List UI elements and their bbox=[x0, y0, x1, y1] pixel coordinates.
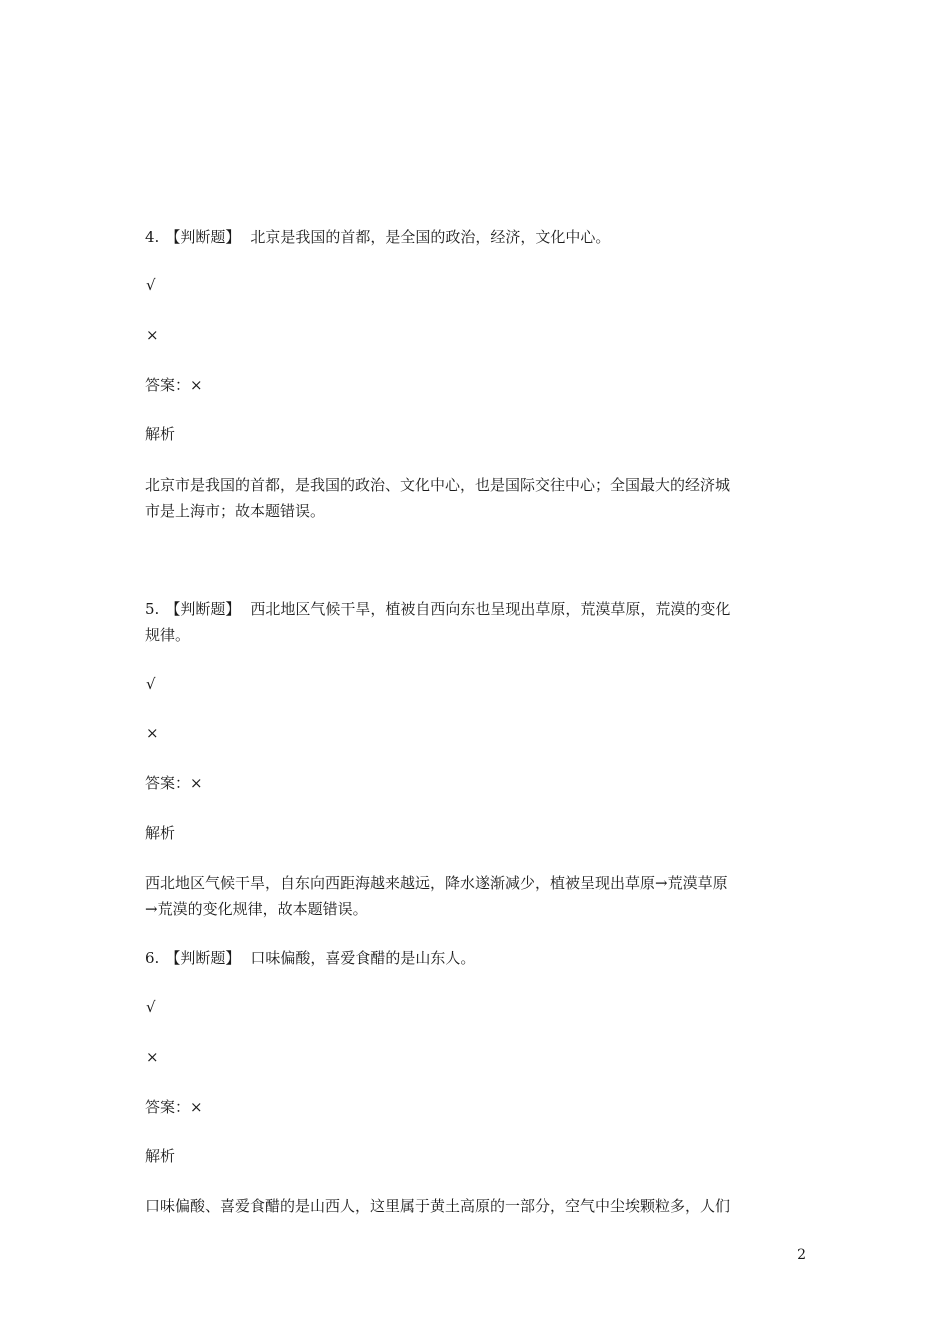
analysis-label: 解析 bbox=[145, 1147, 176, 1165]
question-type-tag: 【判断题】 bbox=[165, 949, 241, 967]
question-number: 5. bbox=[145, 600, 160, 618]
option-true[interactable]: √ bbox=[146, 998, 156, 1016]
option-true[interactable]: √ bbox=[146, 675, 156, 693]
question-type-tag: 【判断题】 bbox=[165, 600, 241, 618]
question-number: 4. bbox=[145, 228, 160, 246]
option-false[interactable]: × bbox=[146, 724, 159, 742]
answer: 答案：× bbox=[145, 1098, 203, 1116]
page-number: 2 bbox=[797, 1247, 806, 1263]
option-false[interactable]: × bbox=[146, 1048, 159, 1066]
question-type-tag: 【判断题】 bbox=[165, 228, 241, 246]
analysis-line-1: 口味偏酸、喜爱食醋的是山西人，这里属于黄土高原的一部分，空气中尘埃颗粒多，人们 bbox=[145, 1197, 731, 1215]
option-false[interactable]: × bbox=[146, 326, 159, 344]
question-4-stem bbox=[145, 225, 810, 250]
analysis-line-2: →荒漠的变化规律，故本题错误。 bbox=[145, 900, 368, 918]
analysis-label: 解析 bbox=[145, 824, 176, 842]
question-6-stem bbox=[145, 946, 810, 971]
answer: 答案：× bbox=[145, 774, 203, 792]
analysis-line-2: 市是上海市；故本题错误。 bbox=[145, 502, 326, 520]
analysis-line-1: 西北地区气候干旱，自东向西距海越来越远，降水遂渐减少，植被呈现出草原→荒漠草原 bbox=[145, 874, 728, 892]
question-text: 北京是我国的首都，是全国的政治，经济，文化中心。 bbox=[250, 228, 611, 246]
analysis-label: 解析 bbox=[145, 425, 176, 443]
answer: 答案：× bbox=[145, 376, 203, 394]
question-text-line-2: 规律。 bbox=[145, 626, 191, 644]
question-number: 6. bbox=[145, 949, 160, 967]
question-5-stem bbox=[145, 597, 810, 622]
analysis-line-1: 北京市是我国的首都，是我国的政治、文化中心，也是国际交往中心；全国最大的经济城 bbox=[145, 476, 731, 494]
option-true[interactable]: √ bbox=[146, 276, 156, 294]
question-text: 口味偏酸，喜爱食醋的是山东人。 bbox=[250, 949, 476, 967]
question-text-line-1: 西北地区气候干旱，植被自西向东也呈现出草原，荒漠草原，荒漠的变化 bbox=[250, 600, 731, 618]
